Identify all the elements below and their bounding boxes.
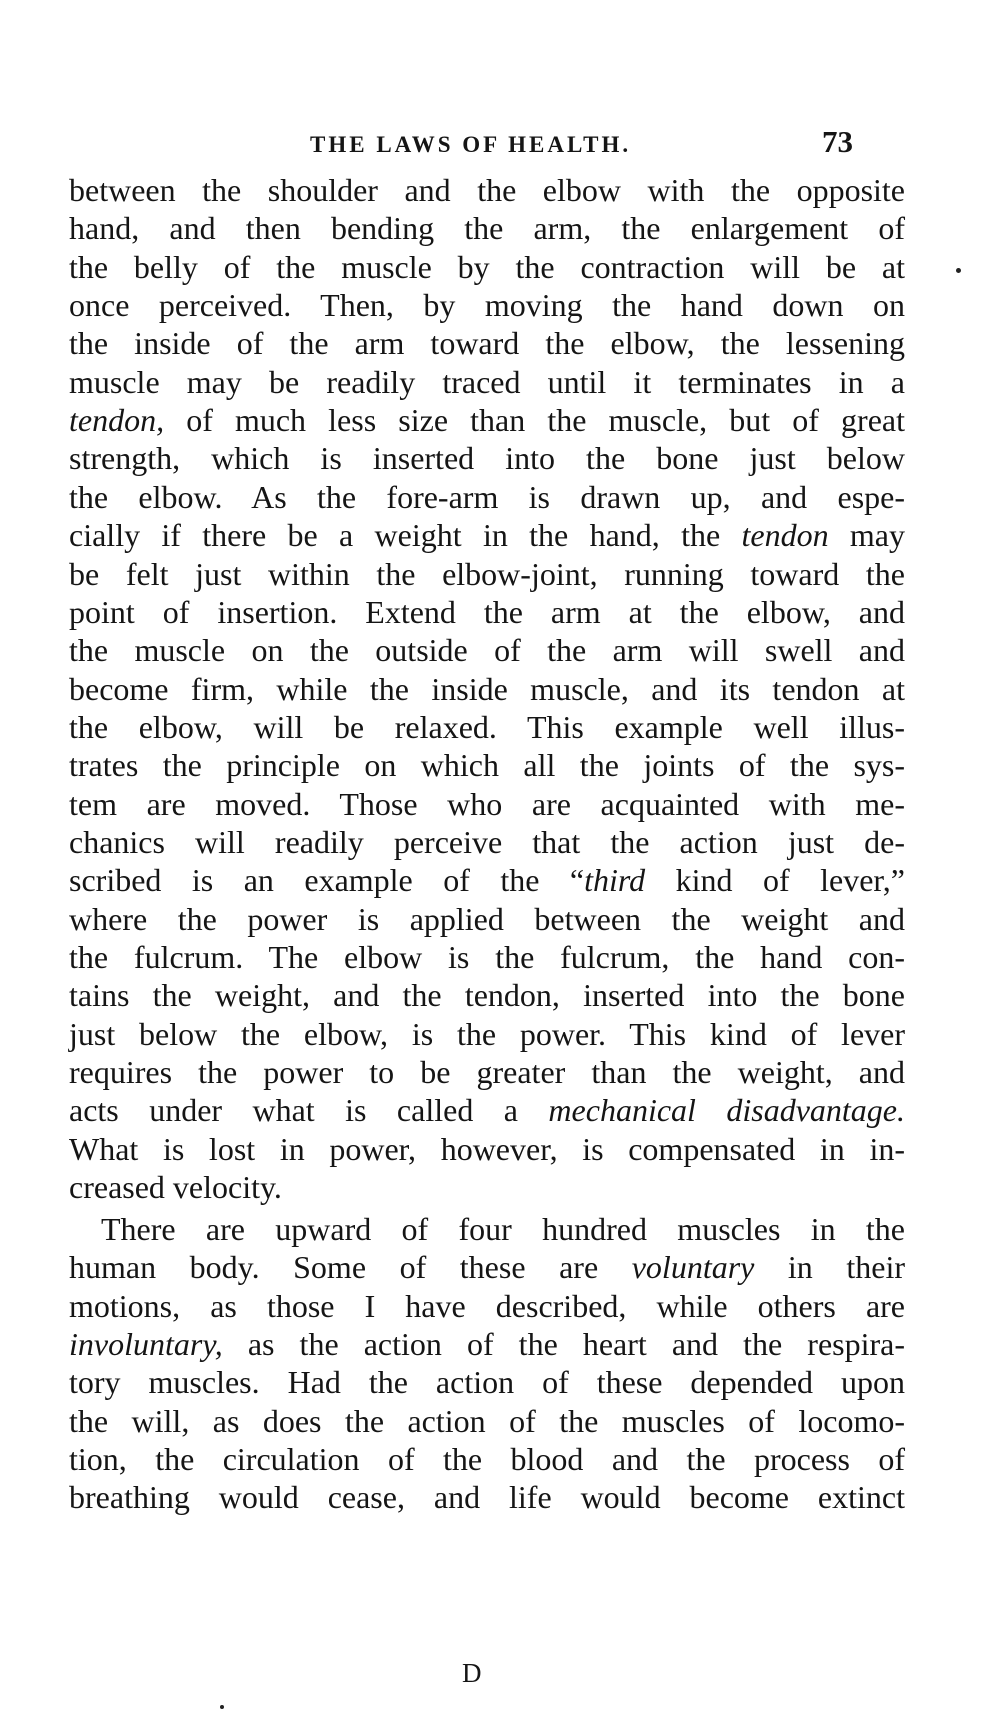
text-run: scribed is an example of the “	[69, 862, 585, 898]
text-line: tion, the circulation of the blood and the process of	[69, 1441, 905, 1477]
text-line: What is lost in power, however, is compensated in in-	[69, 1131, 905, 1167]
text-line: where the power is applied between the weight and	[69, 901, 905, 937]
italic-term: tendon,	[69, 402, 165, 438]
text-line	[69, 515, 905, 555]
text-line: the belly of the muscle by the contraction will be at	[69, 249, 905, 285]
text-run: may	[828, 517, 906, 553]
text-line: the will, as does the action of the muscles of locomo-	[69, 1403, 905, 1439]
text-line: There are upward of four hundred muscles in the	[101, 1211, 905, 1247]
text-run: of much less size than the muscle, but of great	[164, 402, 905, 438]
text-line: trates the principle on which all the joints of the sys-	[69, 747, 905, 783]
italic-term: mechanical disadvantage.	[548, 1092, 906, 1128]
text-line: the fulcrum. The elbow is the fulcrum, the hand con-	[69, 939, 905, 975]
text-line: be felt just within the elbow-joint, running toward the	[69, 556, 905, 592]
text-line	[69, 860, 905, 900]
signature-mark: D	[462, 1658, 482, 1688]
italic-term: voluntary	[631, 1249, 755, 1285]
text-line: point of insertion. Extend the arm at the elbow, and	[69, 594, 905, 630]
text-line: just below the elbow, is the power. This kind of lever	[69, 1016, 905, 1052]
text-line: strength, which is inserted into the bone just below	[69, 440, 905, 476]
text-line: motions, as those I have described, while others are	[69, 1288, 905, 1324]
page-number: 73	[822, 124, 853, 159]
text-run: cially if there be a weight in the hand, the	[69, 517, 742, 553]
text-line: breathing would cease, and life would become extinct	[69, 1479, 905, 1515]
text-line: the inside of the arm toward the elbow, the lessening	[69, 325, 905, 361]
text-line	[69, 400, 905, 440]
text-line: tory muscles. Had the action of these depended upon	[69, 1364, 905, 1400]
italic-term: involuntary,	[69, 1326, 223, 1362]
ink-speck	[220, 1705, 224, 1709]
italic-term: third	[584, 862, 646, 898]
text-line: muscle may be readily traced until it terminates in a	[69, 364, 905, 400]
text-line: hand, and then bending the arm, the enlargement of	[69, 210, 905, 246]
text-line: the muscle on the outside of the arm will swell and	[69, 632, 905, 668]
ink-speck	[956, 268, 961, 273]
text-run: kind of lever,”	[645, 862, 906, 898]
text-run: as the action of the heart and the respira-	[222, 1326, 905, 1362]
text-line: tem are moved. Those who are acquainted with me-	[69, 786, 905, 822]
text-line: once perceived. Then, by moving the hand down on	[69, 287, 905, 323]
italic-term: tendon	[741, 517, 829, 553]
text-line: creased velocity.	[69, 1169, 282, 1205]
text-run: human body. Some of these are	[69, 1249, 632, 1285]
text-line	[69, 1324, 905, 1364]
text-run: in their	[754, 1249, 906, 1285]
text-line: tains the weight, and the tendon, inserted into the bone	[69, 977, 905, 1013]
text-line: chanics will readily perceive that the action just de-	[69, 824, 905, 860]
text-run: acts under what is called a	[69, 1092, 549, 1128]
text-line: become firm, while the inside muscle, and its tendon at	[69, 671, 905, 707]
text-line: requires the power to be greater than the weight, and	[69, 1054, 905, 1090]
running-header: THE LAWS OF HEALTH.	[310, 132, 632, 157]
text-line: the elbow, will be relaxed. This example well illus-	[69, 709, 905, 745]
text-line	[69, 1090, 905, 1130]
text-line: the elbow. As the fore-arm is drawn up, and espe-	[69, 479, 905, 515]
text-line	[69, 1247, 905, 1287]
text-line: between the shoulder and the elbow with the opposite	[69, 172, 905, 208]
